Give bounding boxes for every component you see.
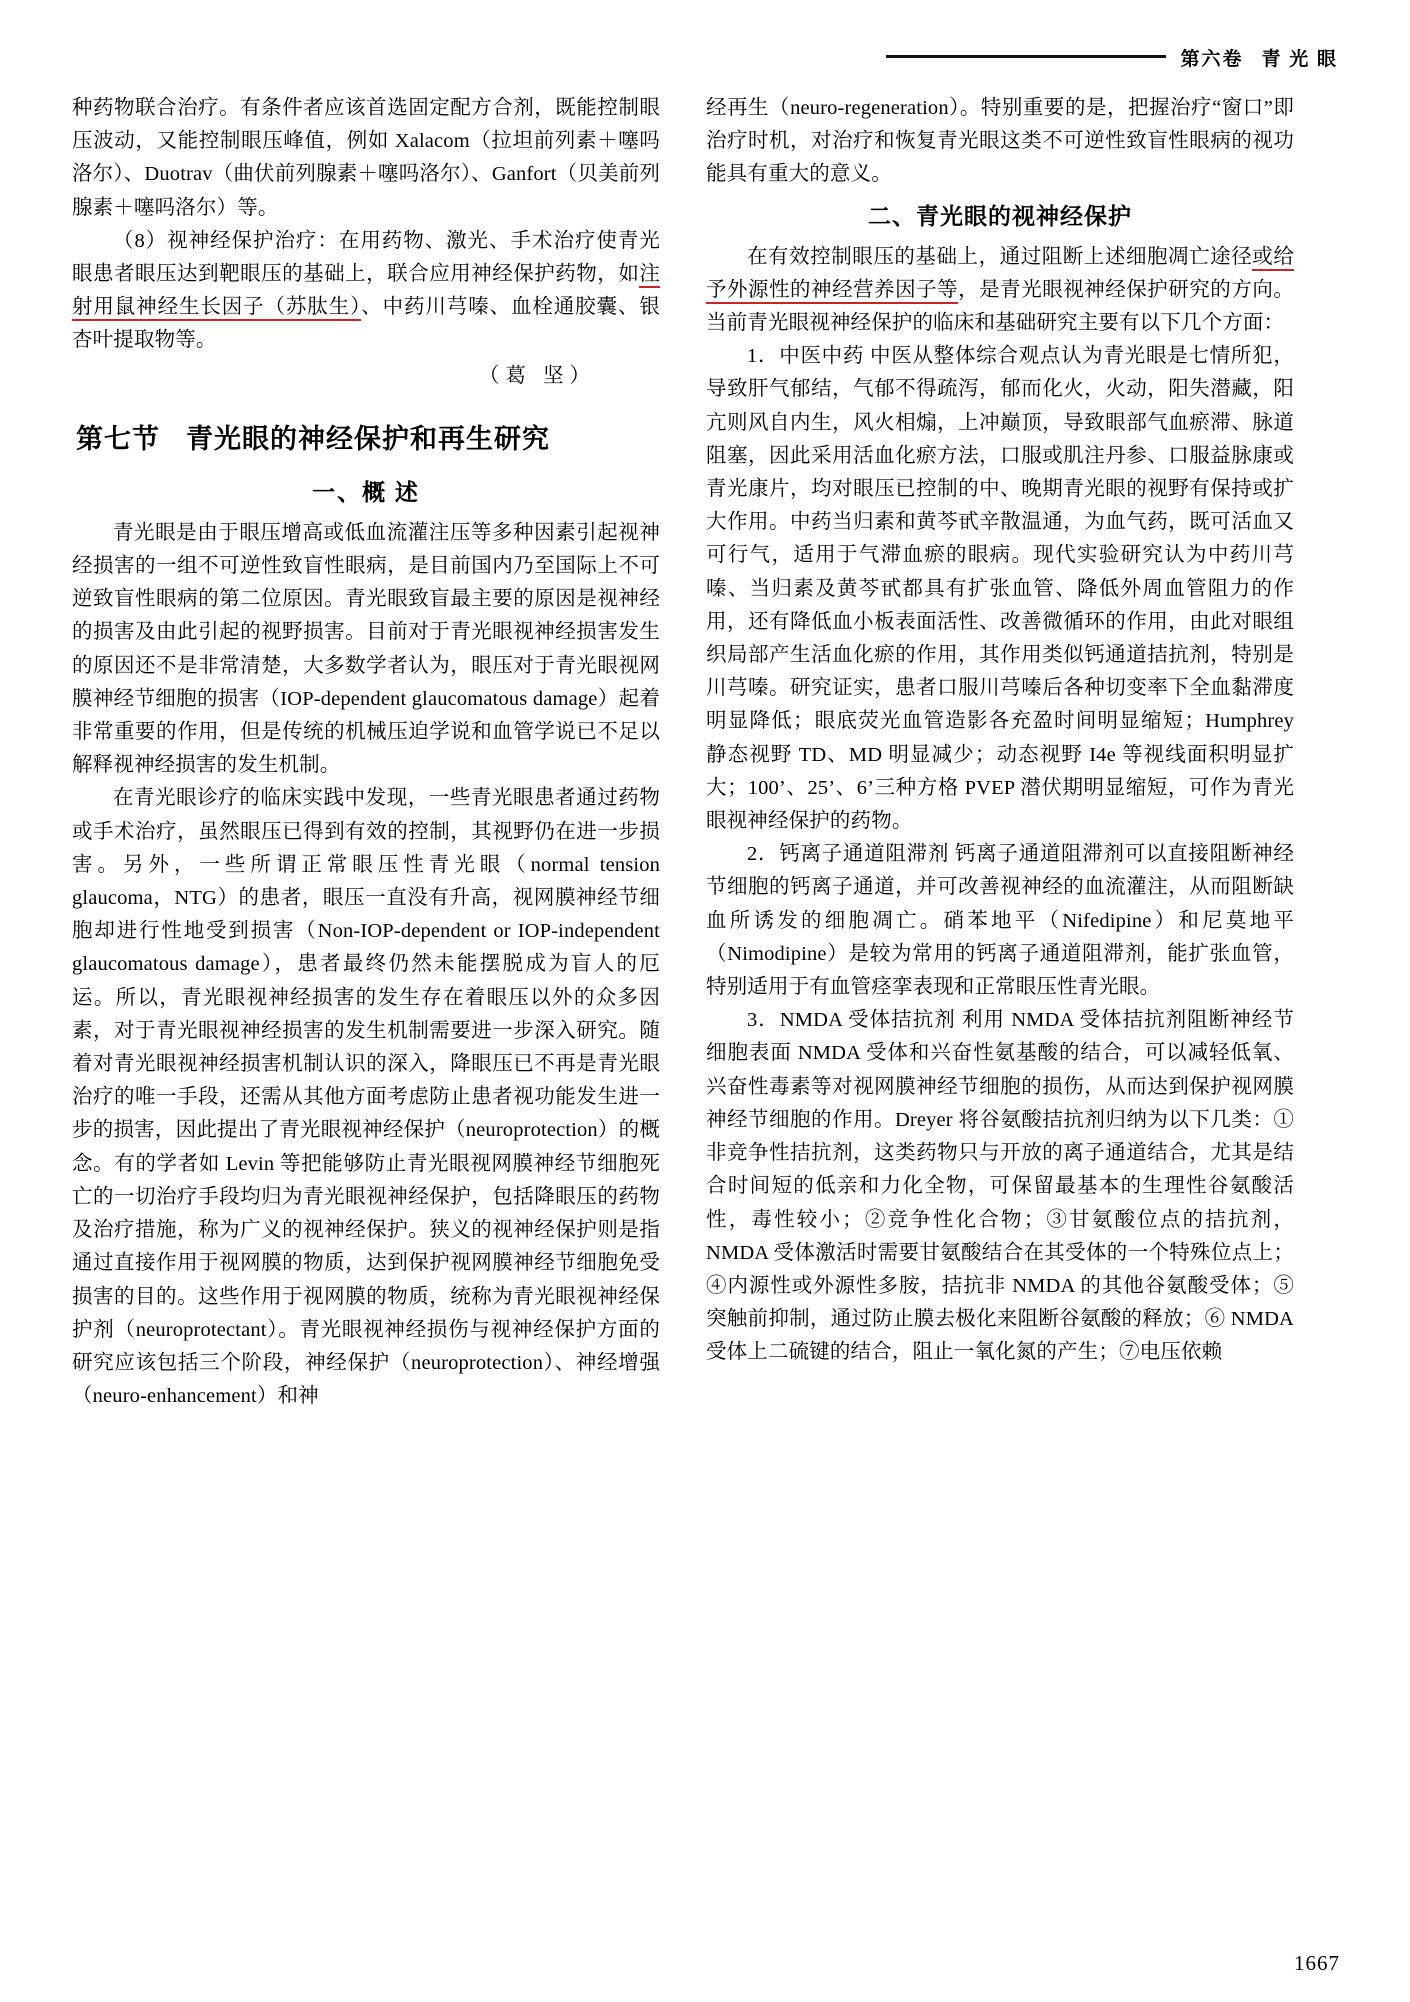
numbered-item: 3．NMDA 受体拮抗剂 利用 NMDA 受体拮抗剂阻断神经节细胞表面 NMDA 受体和兴奋性氨基酸的结合，可以减轻低氧、兴奋性毒素等对视网膜神经节细胞的损伤，从而达到保护视网膜神经节细胞的作用。Dreyer 将谷氨酸拮抗剂归纳为以下几类：①非竞争性拮抗剂，这类药物只与开放的离子通道结合，尤其是结合时间短的低亲和力化全物，可保留最基本的生理性谷氨酸活性，毒性较小；②竞争性化合物；③甘氨酸位点的拮抗剂，NMDA 受体激活时需要甘氨酸结合在其受体的一个特殊位点上；④内源性或外源性多胺，拮抗非 NMDA 的其他谷氨酸受体；⑤突触前抑制，通过防止膜去极化来阻断谷氨酸的释放；⑥ NMDA 受体上二硫键的结合，阻止一氧化氮的产生；⑦电压依赖: [706, 1009, 1294, 1364]
two-column-body: [72, 92, 1342, 1932]
left-column: [72, 92, 660, 1932]
subsection-heading-overview: 一、概 述: [312, 479, 420, 505]
section-heading: [72, 417, 660, 456]
paragraph-text-lead: 在有效控制眼压的基础上，通过阻断上述细胞凋亡途径: [747, 245, 1253, 268]
paragraph-with-annotation: [72, 225, 660, 358]
red-underline-annotation: 注射用鼠神经生长因子（苏肽生）: [72, 263, 660, 321]
numbered-item: 2．钙离子通道阻滞剂 钙离子通道阻滞剂可以直接阻断神经节细胞的钙离子通道，并可改善视神经的血流灌注，从而阻断缺血所诱发的细胞凋亡。硝苯地平（Nifedipine）和尼莫地平（Nimodipine）是较为常用的钙离子通道阻滞剂，能扩张血管，特别适用于有血管痉挛表现和正常眼压性青光眼。: [706, 843, 1294, 999]
paragraph-text-tail: 、中药川芎嗪、血栓通胶囊、银杏叶提取物等。: [72, 296, 660, 352]
subsection-heading-neuroprotection: 二、青光眼的视神经保护: [868, 203, 1132, 229]
page-number: 1667: [1294, 1951, 1340, 1975]
header-title: [1180, 44, 1338, 71]
running-header: [72, 44, 1338, 70]
paragraph: 在青光眼诊疗的临床实践中发现，一些青光眼患者通过药物或手术治疗，虽然眼压已得到有效的控制，其视野仍在进一步损害。另外，一些所谓正常眼压性青光眼（normal tension glaucoma，NTG）的患者，眼压一直没有升高，视网膜神经节细胞却进行性地受到损害（Non-IOP-dependent or IOP-independent glaucomatous damage），患者最终仍然未能摆脱成为盲人的厄运。所以，青光眼视神经损害的发生存在着眼压以外的众多因素，对于青光眼视神经损害的发生机制需要进一步深入研究。随着对青光眼视神经损害机制认识的深入，降眼压已不再是青光眼治疗的唯一手段，还需从其他方面考虑防止患者视功能发生进一步的损害，因此提出了青光眼视神经保护（neuroprotection）的概念。有的学者如 Levin 等把能够防止青光眼视网膜神经节细胞死亡的一切治疗手段均归为青光眼视神经保护，包括降眼压的药物及治疗措施，称为广义的视神经保护。狭义的视神经保护则是指通过直接作用于视网膜的物质，达到保护视网膜神经节细胞免受损害的目的。这些作用于视网膜的物质，统称为青光眼视神经保护剂（neuroprotectant）。青光眼视神经损伤与视神经保护方面的研究应该包括三个阶段，神经保护（neuroprotection）、神经增强（neuro-enhancement）和神: [72, 787, 660, 1408]
numbered-item: 1．中医中药 中医从整体综合观点认为青光眼是七情所犯，导致肝气郁结，气郁不得疏泻，郁而化火，火动，阳失潜藏，阳亢则风自内生，风火相煽，上冲巅顶，导致眼部气血瘀滞、脉道阻塞，因此采用活血化瘀方法，口服或肌注丹参、口服益脉康或青光康片，均对眼压已控制的中、晚期青光眼的视野有保持或扩大作用。中药当归素和黄芩甙辛散温通，为血气药，既可活血又可行气，适用于气滞血瘀的眼病。现代实验研究认为中药川芎嗪、当归素及黄芩甙都具有扩张血管、降低外周血管阻力的作用，还有降低血小板表面活性、改善微循环的作用，由此对眼组织局部产生活血化瘀的作用，其作用类似钙通道拮抗剂，特别是川芎嗪。研究证实，患者口服川芎嗪后各种切变率下全血黏滞度明显降低；眼底荧光血管造影各充盈时间明显缩短；Humphrey 静态视野 TD、MD 明显减少；动态视野 I4e 等视线面积明显扩大；100’、25’、6’三种方格 PVEP 潜伏期明显缩短，可作为青光眼视神经保护的药物。: [706, 345, 1294, 833]
author-signature: （葛 坚）: [478, 364, 596, 387]
header-volume: 第六卷: [1180, 48, 1244, 70]
paragraph-with-annotation: [706, 241, 1294, 341]
paragraph-text-lead: （8）视神经保护治疗：在用药物、激光、手术治疗使青光眼患者眼压达到靶眼压的基础上，联合应用神经保护药物，如: [72, 229, 660, 286]
paragraph: 种药物联合治疗。有条件者应该首选固定配方合剂，既能控制眼压波动，又能控制眼压峰值，例如 Xalacom（拉坦前列素＋噻吗洛尔）、Duotrav（曲伏前列腺素＋噻吗洛尔）、Ganfort（贝美前列腺素＋噻吗洛尔）等。: [72, 97, 660, 219]
paragraph-continued: 经再生（neuro-regeneration）。特别重要的是，把握治疗“窗口”即治疗时机，对治疗和恢复青光眼这类不可逆性致盲性眼病的视功能具有重大的意义。: [706, 97, 1294, 186]
paragraph-text-tail: ，是青光眼视神经保护研究的方向。当前青光眼视神经保护的临床和基础研究主要有以下几个方面：: [706, 278, 1294, 335]
header-topic: 青 光 眼: [1261, 48, 1338, 70]
red-underline-annotation: 或给予外源性的神经营养因子等: [706, 246, 1294, 304]
paragraph: 青光眼是由于眼压增高或低血流灌注压等多种因素引起视神经损害的一组不可逆性致盲性眼病，是目前国内乃至国际上不可逆致盲性眼病的第二位原因。青光眼致盲最主要的原因是视神经的损害及由此引起的视野损害。目前对于青光眼视神经损害发生的原因还不是非常清楚，大多数学者认为，眼压对于青光眼视网膜神经节细胞的损害（IOP-dependent glaucomatous damage）起着非常重要的作用，但是传统的机械压迫学说和血管学说已不足以解释视神经损害的发生机制。: [72, 521, 660, 777]
section-title: 青光眼的神经保护和再生研究: [186, 423, 550, 454]
right-column: [706, 92, 1294, 1932]
section-number: 第七节: [76, 423, 160, 454]
header-rule: [886, 55, 1166, 58]
